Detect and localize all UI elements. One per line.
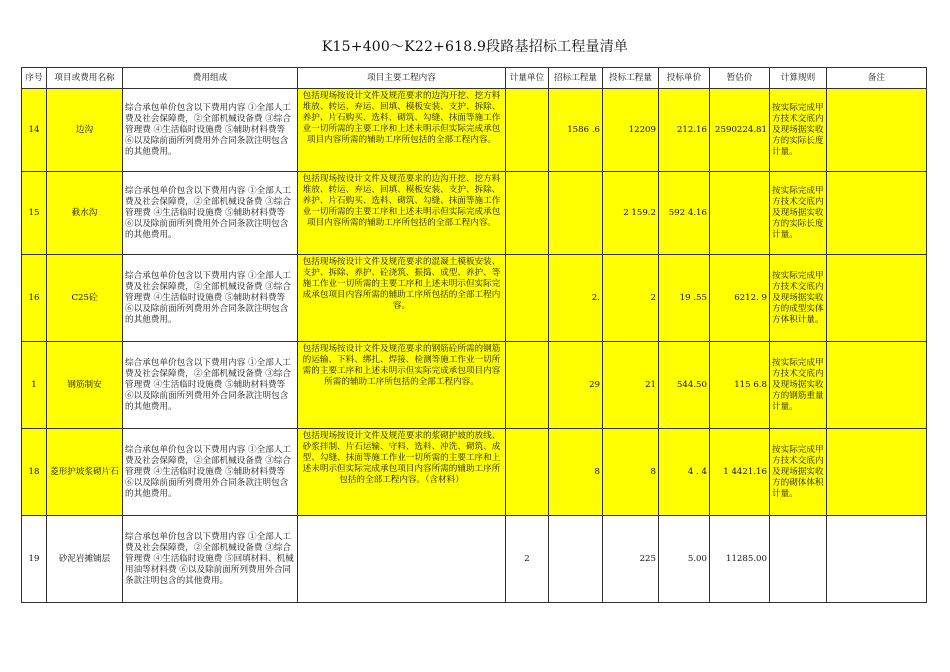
cell-name: 边沟 (47, 89, 123, 172)
cell-tender-qty: 8 (603, 429, 659, 516)
table-row (22, 516, 927, 603)
cell-unit (506, 89, 549, 172)
cell-rule: 按实际完成甲方技术交底内及现场据实收方的砌体体积计量。 (770, 429, 827, 516)
cell-no: 16 (22, 255, 47, 342)
cell-remark (827, 255, 927, 342)
cell-composition: 综合承包单价包含以下费用内容 ①全部人工费及社会保障费，②全部机械设备费 ③综合管理费 ④生活临时设施费 ⑤辅助材料费等 ⑥以及除前面所列费用外合同条款注明包含的其他费用。 (123, 342, 298, 429)
header-cell-composition: 费用组成 (123, 68, 298, 89)
cell-price: 4 . 4 (659, 429, 710, 516)
cell-bid-qty (549, 172, 603, 255)
cell-tender-qty: 12209 (603, 89, 659, 172)
cell-rule: 按实际完成甲方技术交底内及现场据实收方的成型实体方体积计量。 (770, 255, 827, 342)
cell-rule: 按实际完成甲方技术交底内及现场据实收方的钢筋重量计量。 (770, 342, 827, 429)
cell-name: 截水沟 (47, 172, 123, 255)
cell-no: 1 (22, 342, 47, 429)
cell-tender-qty: 225 (603, 516, 659, 603)
cell-tender-qty: 2 (603, 255, 659, 342)
cell-content: 包括现场按设计文件及规范要求的浆砌护坡的放线、砂浆拌制、片石运输、守料、选料、冲洗、砌筑、成型、勾缝、抹面等施工作业一切所需的主要工序和上述未明示但实际完成承包项目内容所需的辅助工序所包括的全部工程内容。（含材料） (298, 429, 506, 516)
table-row (22, 89, 927, 172)
cell-tender-qty: 2 159.2 (603, 172, 659, 255)
header-cell-unit: 计量单位 (506, 68, 549, 89)
cell-bid-qty: 2. (549, 255, 603, 342)
header-cell-price: 投标单价 (659, 68, 710, 89)
cell-name: 砂泥岩摊铺层 (47, 516, 123, 603)
cell-bid-qty (549, 516, 603, 603)
cell-composition: 综合承包单价包含以下费用内容 ①全部人工费及社会保障费，②全部机械设备费 ③综合管理费 ④生活临时设施费 ⑤回填材料、机械用油等材料费 ⑥以及除前面所列费用外合同条款注明包含的其他费用。 (123, 516, 298, 603)
header-cell-tender-qty: 投标工程量 (603, 68, 659, 89)
cell-unit: 2 (506, 516, 549, 603)
cell-no: 15 (22, 172, 47, 255)
table-row (22, 342, 927, 429)
sheet-title: K15+400～K22+618.9段路基招标工程量清单 (321, 39, 629, 55)
cell-unit (506, 255, 549, 342)
cell-price: 5.00 (659, 516, 710, 603)
cell-name: 钢筋制安 (47, 342, 123, 429)
cell-no: 14 (22, 89, 47, 172)
bill-of-quantities-table (21, 67, 927, 603)
cell-estimate: 2590224.81 (710, 89, 770, 172)
cell-composition: 综合承包单价包含以下费用内容 ①全部人工费及社会保障费，②全部机械设备费 ③综合管理费 ④生活临时设施费 ⑤辅助材料费等 ⑥以及除前面所列费用外合同条款注明包含的其他费用。 (123, 172, 298, 255)
cell-estimate: 11285.00 (710, 516, 770, 603)
cell-content: 包括现场按设计文件及规范要求的钢筋砼所需的钢筋的运输、下料、绑扎、焊接、检测等施工作业一切所需的主要工序和上述未明示但实际完成承包项目内容所需的辅助工序所包括的全部工程内容。 (298, 342, 506, 429)
cell-estimate: 6212. 9 (710, 255, 770, 342)
header-cell-content: 项目主要工程内容 (298, 68, 506, 89)
cell-composition: 综合承包单价包含以下费用内容 ①全部人工费及社会保障费，②全部机械设备费 ③综合管理费 ④生活临时设施费 ⑤辅助材料费等 ⑥以及除前面所列费用外合同条款注明包含的其他费用。 (123, 429, 298, 516)
cell-unit (506, 429, 549, 516)
header-cell-no: 序号 (22, 68, 47, 89)
cell-composition: 综合承包单价包含以下费用内容 ①全部人工费及社会保障费，②全部机械设备费 ③综合管理费 ④生活临时设施费 ⑤辅助材料费等 ⑥以及除前面所列费用外合同条款注明包含的其他费用。 (123, 89, 298, 172)
header-cell-remark: 备注 (827, 68, 927, 89)
cell-remark (827, 516, 927, 603)
cell-estimate: 115 6.8 (710, 342, 770, 429)
cell-remark (827, 429, 927, 516)
cell-unit (506, 342, 549, 429)
cell-unit (506, 172, 549, 255)
header-row (22, 68, 927, 89)
cell-content (298, 516, 506, 603)
cell-name: 菱形护坡浆砌片石 (47, 429, 123, 516)
cell-content: 包括现场按设计文件及规范要求的边沟开挖、挖方料堆放、转运、弃运、回填、模板安装、支护、拆除、养护、片石购买、选料、砌筑、勾缝、抹面等施工作业一切所需的主要工序和上述未明示但实际完成承包项目内容所需的辅助工序所包括的全部工程内容。 (298, 172, 506, 255)
cell-no: 19 (22, 516, 47, 603)
cell-price: 212.16 (659, 89, 710, 172)
cell-content: 包括现场按设计文件及规范要求的边沟开挖、挖方料堆放、转运、弃运、回填、模板安装、支护、拆除、养护、片石购买、选料、砌筑、勾缝、抹面等施工作业一切所需的主要工序和上述未明示但实际完成承包项目内容所需的辅助工序所包括的全部工程内容。 (298, 89, 506, 172)
cell-remark (827, 89, 927, 172)
header-cell-bid-qty: 招标工程量 (549, 68, 603, 89)
cell-rule: 按实际完成甲方技术交底内及现场据实收方的实际长度计量。 (770, 172, 827, 255)
header-cell-estimate: 暂估价 (710, 68, 770, 89)
cell-bid-qty: 29 (549, 342, 603, 429)
cell-estimate (710, 172, 770, 255)
cell-price: 544.50 (659, 342, 710, 429)
cell-bid-qty: 1586 .6 (549, 89, 603, 172)
cell-price: 592 4.16 (659, 172, 710, 255)
cell-remark (827, 342, 927, 429)
cell-rule: 按实际完成甲方技术交底内及现场据实收方的实际长度计量。 (770, 89, 827, 172)
cell-bid-qty: 8 (549, 429, 603, 516)
cell-estimate: 1 4421.16 (710, 429, 770, 516)
header-cell-name: 项目或费用名称 (47, 68, 123, 89)
cell-price: 19 .55 (659, 255, 710, 342)
cell-content: 包括现场按设计文件及规范要求的混凝土模板安装、支护、拆除、养护、砼浇筑、振捣、成型、养护、等施工作业一切所需的主要工序和上述未明示但实际完成承包项目内容所需的辅助工序所包括的全部工程内容。 (298, 255, 506, 342)
cell-rule (770, 516, 827, 603)
table-row (22, 429, 927, 516)
header-cell-rule: 计算规则 (770, 68, 827, 89)
cell-name: C25砼 (47, 255, 123, 342)
cell-remark (827, 172, 927, 255)
cell-no: 18 (22, 429, 47, 516)
table-row (22, 172, 927, 255)
cell-tender-qty: 21 (603, 342, 659, 429)
cell-composition: 综合承包单价包含以下费用内容 ①全部人工费及社会保障费，②全部机械设备费 ③综合管理费 ④生活临时设施费 ⑤辅助材料费等 ⑥以及除前面所列费用外合同条款注明包含的其他费用。 (123, 255, 298, 342)
table-row (22, 255, 927, 342)
